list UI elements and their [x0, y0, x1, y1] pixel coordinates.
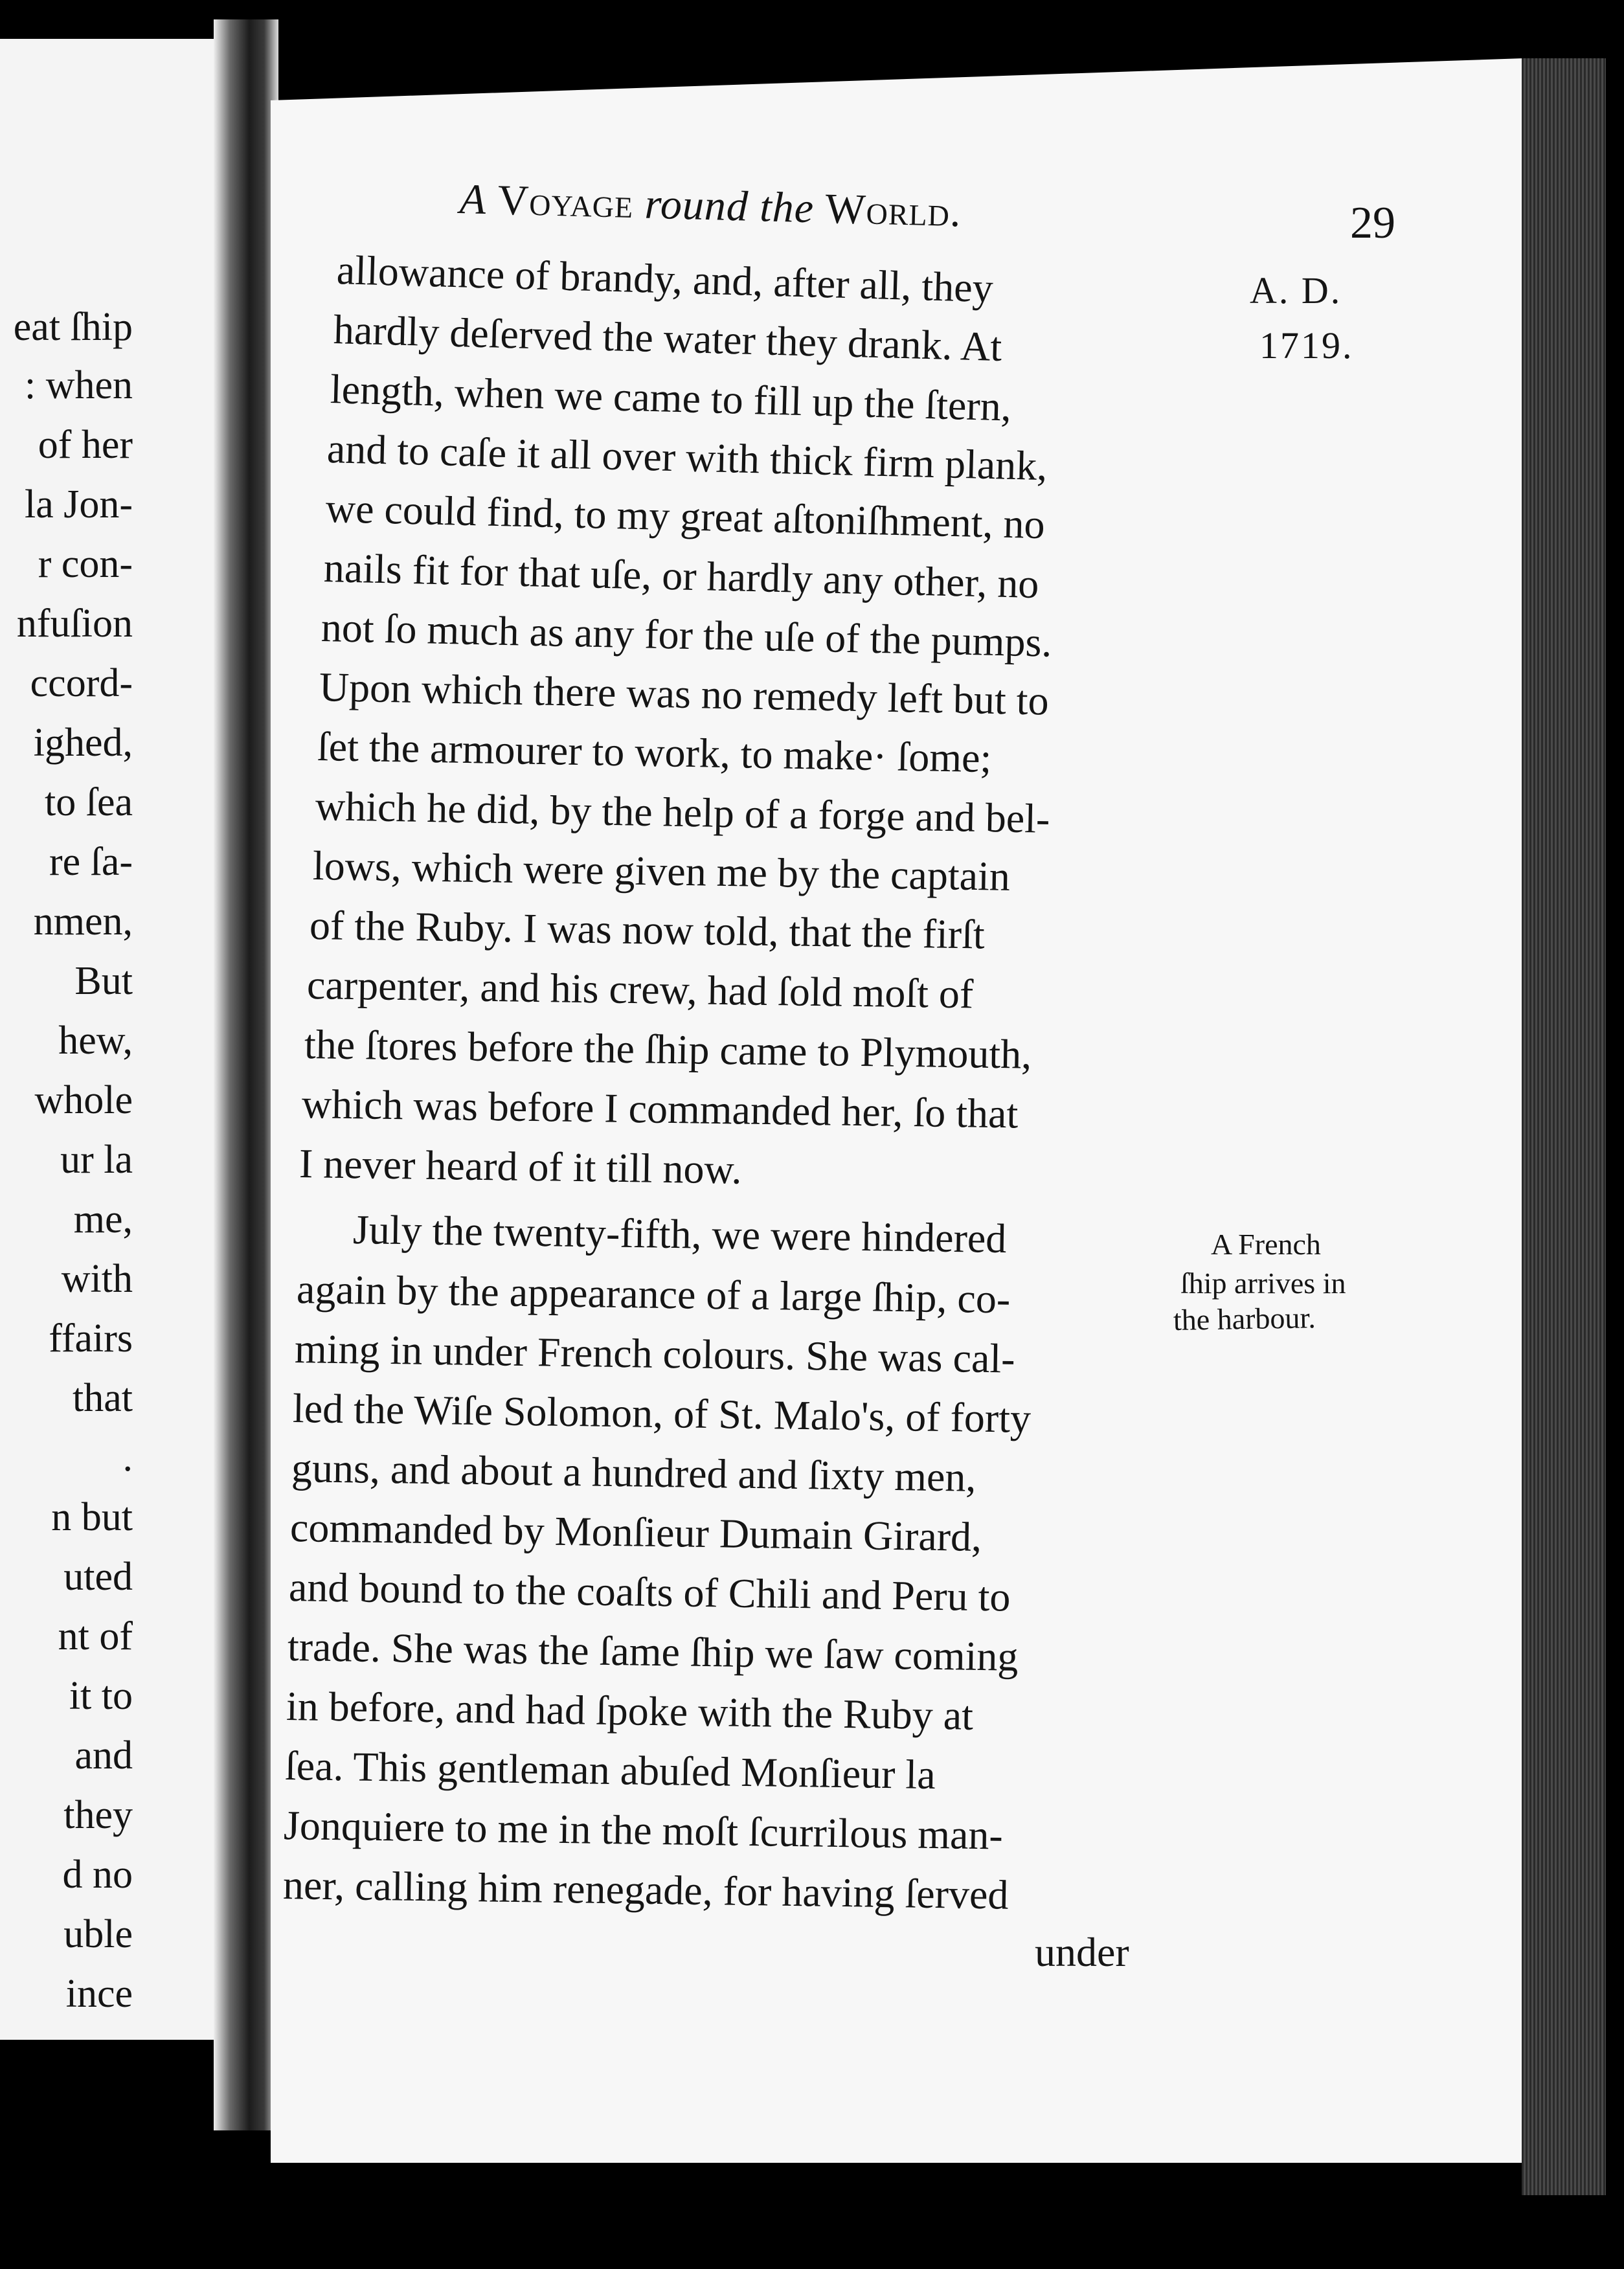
facing-line: they [63, 1793, 133, 1837]
facing-line: of her [38, 423, 133, 467]
text-line: and to caſe it all over with thick firm plank, [326, 425, 1048, 490]
facing-line: ccord- [30, 661, 133, 705]
running-head-article: A [459, 175, 488, 224]
running-head-round-the: round the [644, 180, 815, 232]
text-line: not ſo much as any for the uſe of the pumps. [321, 604, 1053, 666]
text-line: hardly deſerved the water they drank. At [333, 306, 1003, 370]
text-line: the ſtores before the ſhip came to Plymouth, [304, 1021, 1032, 1078]
facing-line: uble [63, 1912, 133, 1956]
text-line: ſea. This gentleman abuſed Monſieur la [284, 1743, 936, 1798]
facing-line: ince [65, 1972, 133, 2016]
text-line: ner, calling him renegade, for having ſerved [282, 1862, 1009, 1918]
facing-page-fragment [0, 39, 214, 2040]
text-line: length, when we came to fill up the ſtern, [330, 366, 1012, 430]
running-head-voyage: Voyage [497, 176, 635, 228]
side-note-line: ſhip arrives in [1180, 1267, 1346, 1300]
facing-line: re ſa- [49, 840, 133, 884]
facing-line: : when [24, 363, 133, 407]
facing-line: ffairs [49, 1316, 133, 1360]
margin-year-value: 1719. [1259, 324, 1354, 367]
margin-year-label: A. D. [1250, 269, 1342, 311]
facing-line: eat ſhip [13, 305, 133, 349]
facing-line: ighed, [33, 721, 133, 765]
facing-line: nfuſion [16, 602, 133, 646]
text-line: we could find, to my great aſtoniſhment, no [325, 485, 1046, 548]
side-note-line: A French [1211, 1228, 1321, 1261]
facing-line: ur la [60, 1138, 133, 1182]
text-line: led the Wiſe Solomon, of St. Malo's, of forty [292, 1385, 1032, 1441]
facing-line: hew, [58, 1019, 133, 1063]
text-line: which was before I commanded her, ſo that [301, 1081, 1019, 1137]
text-line: in before, and had ſpoke with the Ruby at [286, 1683, 974, 1739]
text-line: lows, which were given me by the captain [312, 842, 1011, 899]
text-line: and bound to the coaſts of Chili and Peru to [288, 1564, 1011, 1620]
text-line: carpenter, and his crew, had ſold moſt of [306, 962, 974, 1017]
facing-line: that [73, 1376, 133, 1420]
side-note-line: the harbour. [1173, 1301, 1316, 1337]
catchword: under [1035, 1929, 1129, 1975]
text-line: nails fit for that uſe, or hardly any other, no [323, 545, 1040, 607]
page-edges [1522, 58, 1606, 2195]
facing-line: it to [69, 1674, 133, 1718]
facing-line: la Jon- [24, 482, 133, 526]
facing-line: to ſea [45, 780, 133, 824]
text-line: Jonquiere to me in the moſt ſcurrilous man- [283, 1802, 1004, 1858]
text-line: Upon which there was no remedy left but to [319, 664, 1050, 724]
facing-line: d no [62, 1853, 133, 1897]
page-number: 29 [1350, 198, 1395, 248]
facing-line: r con- [38, 542, 133, 586]
running-head-world: World. [824, 185, 962, 236]
facing-line: nt of [58, 1614, 133, 1658]
text-line: July the twenty-fifth, we were hindered [352, 1206, 1007, 1262]
facing-line: with [61, 1257, 133, 1301]
facing-line: . [122, 1436, 133, 1480]
text-line: guns, and about a hundred and ſixty men, [291, 1445, 976, 1500]
facing-line: n but [51, 1495, 133, 1539]
facing-line: nmen, [33, 899, 133, 943]
book-gutter [214, 19, 278, 2130]
text-line: ming in under French colours. She was cal- [294, 1326, 1016, 1382]
facing-line: uted [63, 1555, 133, 1599]
text-line: trade. She was the ſame ſhip we ſaw coming [287, 1623, 1019, 1680]
facing-line: me, [73, 1197, 133, 1241]
text-line: I never heard of it till now. [299, 1140, 743, 1193]
text-line: allowance of brandy, and, after all, they [336, 247, 994, 311]
text-line: commanded by Monſieur Dumain Girard, [289, 1504, 982, 1560]
facing-line: But [74, 959, 133, 1003]
text-line: ſet the armourer to work, to make· ſome; [317, 723, 992, 782]
facing-line: whole [34, 1078, 133, 1122]
text-line: which he did, by the help of a forge and bel- [315, 783, 1050, 842]
facing-line: and [74, 1733, 133, 1778]
text-line: of the Ruby. I was now told, that the firſt [309, 902, 986, 958]
text-line: again by the appearance of a large ſhip, co- [296, 1266, 1011, 1322]
